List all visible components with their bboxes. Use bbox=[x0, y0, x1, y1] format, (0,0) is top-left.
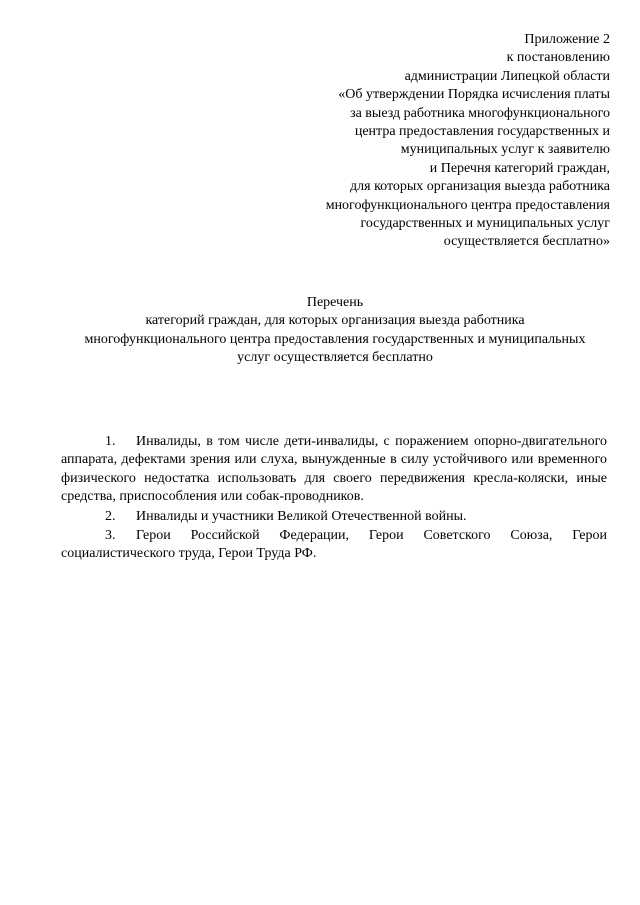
title-line: категорий граждан, для которых организация выезда работника bbox=[145, 313, 525, 329]
list-item-number: 2. bbox=[105, 508, 116, 524]
list-item bbox=[61, 433, 607, 507]
list-item-text: Герои Российской Федерации, Герои Советского Союза, Герои социалистического труда, Герои Труда РФ. bbox=[61, 528, 607, 562]
appendix-line: «Об утверждении Порядка исчисления платы bbox=[338, 87, 610, 103]
appendix-line: и Перечня категорий граждан, bbox=[429, 160, 610, 176]
list-item-number: 1. bbox=[105, 434, 116, 449]
list-item-text: Инвалиды и участники Великой Отечественной войны. bbox=[136, 508, 467, 524]
appendix-line: осуществляется бесплатно» bbox=[443, 234, 610, 250]
list-item bbox=[61, 527, 607, 564]
appendix-line: центра предоставления государственных и bbox=[354, 124, 610, 140]
appendix-line: Приложение 2 bbox=[524, 32, 610, 47]
list-item-text: Инвалиды, в том числе дети-инвалиды, с поражением опорно-двигательного аппарата, дефектами зрения или слуха, вынужденные в силу устойчивого или временного физического недостатка использовать для своего передвижения кресла-коляски, иные средства, приспособления или собак-проводников. bbox=[61, 434, 607, 505]
title-heading: Перечень bbox=[306, 295, 364, 310]
appendix-header bbox=[270, 31, 610, 252]
appendix-line: администрации Липецкой области bbox=[404, 68, 610, 84]
document-title bbox=[40, 294, 630, 368]
appendix-line: для которых организация выезда работника bbox=[350, 179, 610, 195]
appendix-line: государственных и муниципальных услуг bbox=[360, 216, 610, 232]
list-item bbox=[61, 508, 607, 526]
appendix-line: многофункционального центра предоставления bbox=[325, 197, 610, 213]
appendix-line: муниципальных услуг к заявителю bbox=[400, 142, 610, 158]
appendix-line: к постановлению bbox=[506, 50, 610, 66]
categories-list bbox=[61, 433, 607, 565]
title-line: услуг осуществляется бесплатно bbox=[237, 350, 433, 366]
title-line: многофункционального центра предоставления государственных и муниципальных bbox=[84, 331, 586, 347]
list-item-number: 3. bbox=[105, 528, 116, 544]
appendix-line: за выезд работника многофункционального bbox=[350, 105, 610, 121]
